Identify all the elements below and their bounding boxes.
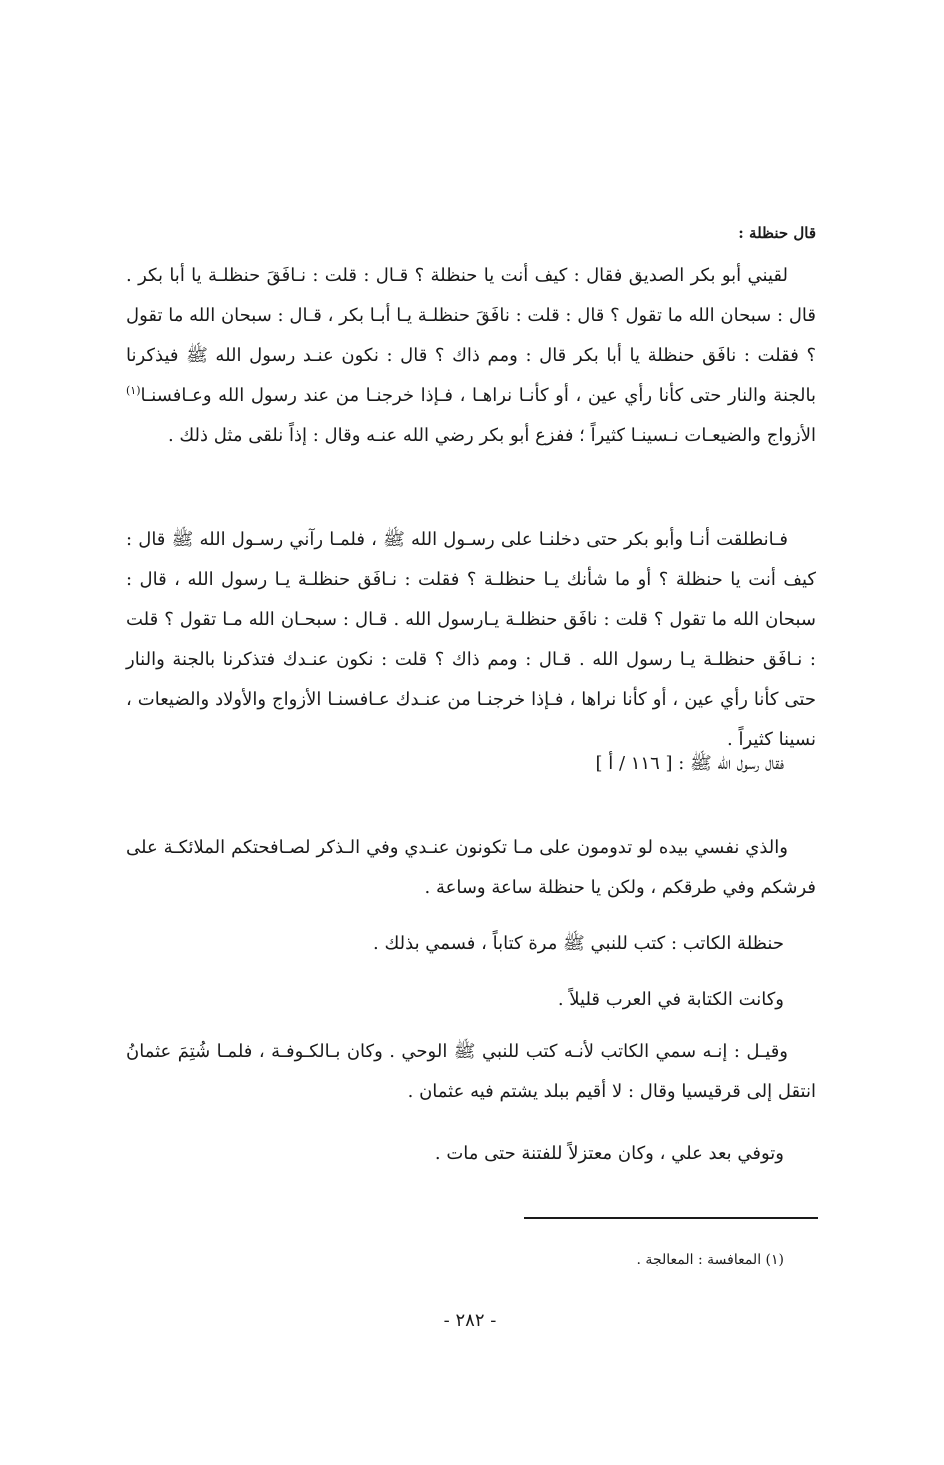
footnote-reference: (١) — [126, 384, 141, 397]
paragraph-death: وتوفي بعد علي ، وكان معتزلاً للفتنة حتى مات . — [434, 1143, 784, 1164]
section-heading: قال حنظلة : — [738, 224, 816, 242]
footnote-divider — [524, 1217, 818, 1219]
paragraph-hadith-text: والذي نفسي بيده لو تدومون على مـا تكونون عنـدي وفي الـذكر لصـافحتكم الملائكـة على فرشكم وفي طرقكم ، ولكن يا حنظلة ساعة وساعة . — [126, 837, 816, 898]
paragraph-hanzala-scribe: حنظلة الكاتب : كتب للنبي ﷺ مرة كتاباً ، فسمي بذلك . — [373, 933, 784, 954]
paragraph-text-continued: الأزواج والضيعـات نـسينـا كثيراً ؛ ففزع أبو بكر رضي الله عنـه وقال : إذاً نلقى مثل ذلك . — [167, 425, 816, 446]
paragraph-prophet-said: فقال رسول الله ﷺ : [ ١١٦ / أ ] — [595, 753, 784, 774]
paragraph-named-scribe: وقيـل : إنـه سمي الكاتب لأنـه كتب للنبي ﷺ الوحي . وكان بـالكـوفـة ، فلمـا شُتِمَ عثمانُ انتقل إلى قرقيسيا وقال : لا أقيم ببلد يشتم فيه عثمان . — [126, 1041, 816, 1102]
footnote: (١) المعافسة : المعالجة . — [636, 1252, 784, 1268]
paragraph-text: لقيني أبو بكر الصديق فقال : كيف أنت يا حنظلة ؟ قـال : قلت : نـافَقَ حنظلـة يا أبا بكر . قال : سبحان الله ما تقول ؟ قال : قلت : نافَقَ حنظلـة يـا أبـا بكر ، قـال : سبحان الله ما تقول ؟ فقلت : نافَق حنظلة يا أبا بكر قال : ومم ذاك ؟ قال : نكون عنـد رسول الله ﷺ فيذكرنا بالجنة والنار حتى كأنا رأي عين ، أو كأنـا نراهـا ، فـإذا خرجنـا من عند رسول الله وعـافسنـا — [126, 265, 816, 406]
paragraph-hanzala-abu-bakr — [126, 256, 816, 456]
paragraph-writing-rare: وكانت الكتابة في العرب قليلاً . — [557, 989, 784, 1010]
paragraph-visit-prophet: فـانطلقت أنـا وأبو بكر حتى دخلنـا على رسـول الله ﷺ ، فلمـا رآني رسـول الله ﷺ قال : كيف أنت يا حنظلة ؟ أو ما شأنك يـا حنظلـة ؟ فقلت : نـافَق حنظلـة يـا رسول الله ، قال : سبحان الله ما تقول ؟ قلت : نافَق حنظلـة يـارسول الله . قـال : سبحـان الله مـا تقول ؟ قلت : نـافَق حنظلـة يـا رسول الله . قـال : ومم ذاك ؟ قلت : نكون عنـدك فتذكرنا بالجنة والنار حتى كأنا رأي عين ، أو كأنا نراها ، فـإذا خرجنـا من عنـدك عـافسنـا الأزواج والأولاد والضيعات ، نسينا كثيراً . — [126, 529, 816, 750]
page-number: - ٢٨٢ - — [443, 1310, 497, 1331]
